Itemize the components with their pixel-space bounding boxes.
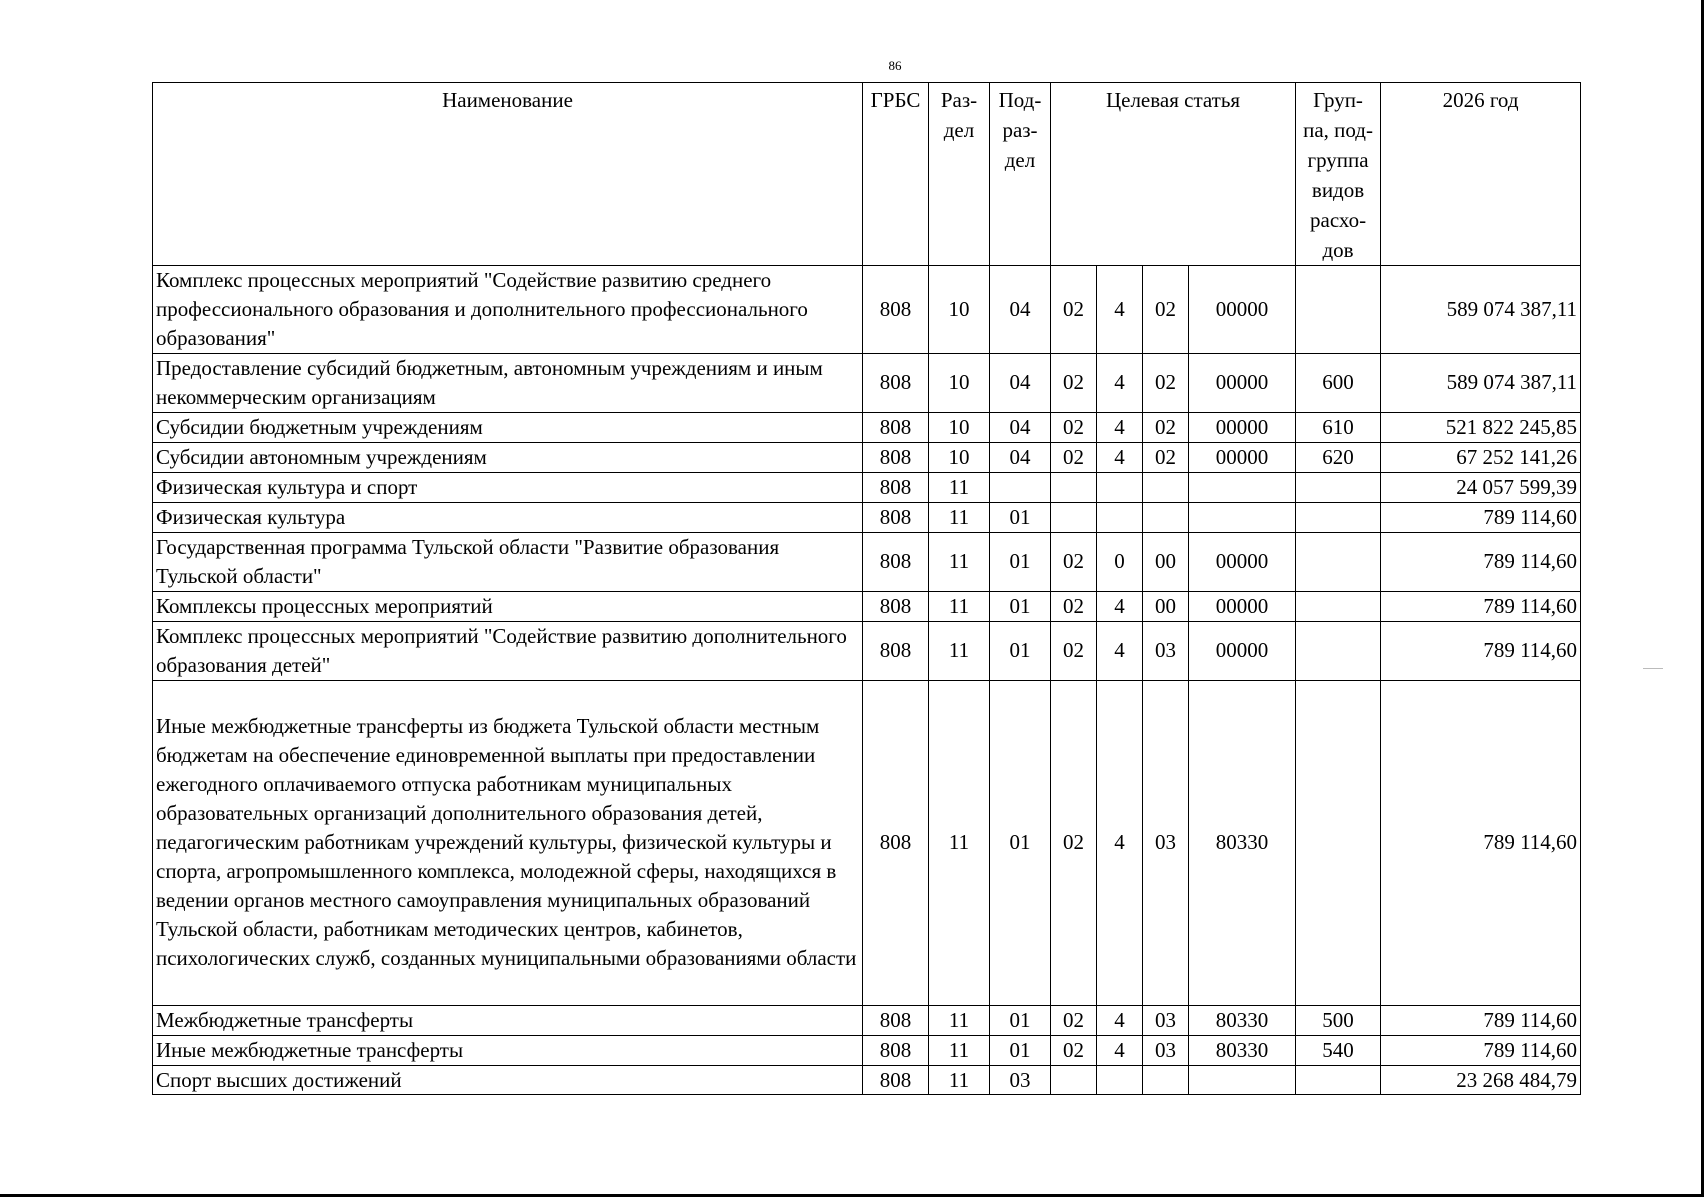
cell-target-program: 02 [1051, 532, 1097, 591]
table-row [153, 353, 1581, 412]
cell-podrazdel: 01 [990, 502, 1051, 532]
cell-target-subprogram: 03 [1143, 1035, 1189, 1065]
cell-name: Физическая культура [153, 502, 863, 532]
cell-expense-group: 610 [1296, 412, 1381, 442]
cell-grbs: 808 [863, 1005, 929, 1035]
cell-grbs: 808 [863, 1035, 929, 1065]
cell-target-program: 02 [1051, 591, 1097, 621]
header-name: Наименование [153, 83, 863, 266]
cell-expense-group [1296, 532, 1381, 591]
cell-target-subprogram: 02 [1143, 266, 1189, 354]
cell-target-type: 4 [1097, 591, 1143, 621]
cell-amount: 789 114,60 [1381, 680, 1581, 1005]
cell-razdel: 11 [929, 591, 990, 621]
cell-target-subprogram [1143, 502, 1189, 532]
cell-target-program: 02 [1051, 1035, 1097, 1065]
table-row [153, 591, 1581, 621]
cell-target-subprogram: 00 [1143, 532, 1189, 591]
cell-target-direction: 00000 [1189, 532, 1296, 591]
header-grbs: ГРБС [863, 83, 929, 266]
cell-expense-group [1296, 1065, 1381, 1095]
cell-podrazdel: 03 [990, 1065, 1051, 1095]
cell-amount: 789 114,60 [1381, 532, 1581, 591]
cell-razdel: 11 [929, 532, 990, 591]
cell-target-program [1051, 1065, 1097, 1095]
cell-amount: 67 252 141,26 [1381, 442, 1581, 472]
cell-target-program: 02 [1051, 266, 1097, 354]
table-row [153, 1005, 1581, 1035]
cell-name: Межбюджетные трансферты [153, 1005, 863, 1035]
cell-razdel: 11 [929, 680, 990, 1005]
table-row [153, 1065, 1581, 1095]
cell-podrazdel [990, 472, 1051, 502]
cell-name: Субсидии автономным учреждениям [153, 442, 863, 472]
cell-target-subprogram [1143, 472, 1189, 502]
cell-target-program [1051, 502, 1097, 532]
cell-grbs: 808 [863, 472, 929, 502]
cell-expense-group [1296, 472, 1381, 502]
cell-target-type [1097, 472, 1143, 502]
table-row [153, 1035, 1581, 1065]
cell-target-type: 4 [1097, 442, 1143, 472]
cell-target-direction: 00000 [1189, 412, 1296, 442]
header-row [153, 83, 1581, 266]
cell-expense-group [1296, 621, 1381, 680]
cell-target-subprogram: 02 [1143, 353, 1189, 412]
cell-expense-group [1296, 266, 1381, 354]
cell-name: Субсидии бюджетным учреждениям [153, 412, 863, 442]
cell-podrazdel: 01 [990, 1005, 1051, 1035]
cell-grbs: 808 [863, 621, 929, 680]
table-body [153, 266, 1581, 1095]
cell-expense-group [1296, 680, 1381, 1005]
cell-name: Спорт высших достижений [153, 1065, 863, 1095]
cell-target-program: 02 [1051, 621, 1097, 680]
cell-target-direction: 80330 [1189, 1035, 1296, 1065]
cell-grbs: 808 [863, 442, 929, 472]
cell-podrazdel: 01 [990, 532, 1051, 591]
cell-target-subprogram: 03 [1143, 1005, 1189, 1035]
cell-expense-group: 600 [1296, 353, 1381, 412]
cell-razdel: 11 [929, 621, 990, 680]
cell-amount: 789 114,60 [1381, 1035, 1581, 1065]
table-row [153, 532, 1581, 591]
cell-target-program: 02 [1051, 680, 1097, 1005]
cell-amount: 23 268 484,79 [1381, 1065, 1581, 1095]
cell-target-direction: 80330 [1189, 680, 1296, 1005]
cell-expense-group: 500 [1296, 1005, 1381, 1035]
cell-name: Государственная программа Тульской области "Развитие образования Тульской области" [153, 532, 863, 591]
scan-edge-mark [1643, 668, 1663, 669]
cell-razdel: 11 [929, 1035, 990, 1065]
cell-razdel: 11 [929, 502, 990, 532]
cell-grbs: 808 [863, 532, 929, 591]
cell-target-direction: 00000 [1189, 266, 1296, 354]
cell-amount: 789 114,60 [1381, 1005, 1581, 1035]
cell-target-type [1097, 1065, 1143, 1095]
cell-razdel: 10 [929, 266, 990, 354]
cell-razdel: 11 [929, 1005, 990, 1035]
cell-razdel: 11 [929, 1065, 990, 1095]
cell-grbs: 808 [863, 1065, 929, 1095]
cell-target-subprogram: 00 [1143, 591, 1189, 621]
cell-razdel: 10 [929, 442, 990, 472]
table-row [153, 502, 1581, 532]
cell-podrazdel: 01 [990, 621, 1051, 680]
cell-razdel: 11 [929, 472, 990, 502]
cell-target-program: 02 [1051, 412, 1097, 442]
cell-target-subprogram: 02 [1143, 412, 1189, 442]
cell-target-direction: 80330 [1189, 1005, 1296, 1035]
cell-target-subprogram: 03 [1143, 680, 1189, 1005]
header-expense-group: Груп- па, под- группа видов расхо- дов [1296, 83, 1381, 266]
cell-grbs: 808 [863, 502, 929, 532]
page-number: 86 [888, 58, 902, 73]
cell-name: Комплексы процессных мероприятий [153, 591, 863, 621]
cell-expense-group: 620 [1296, 442, 1381, 472]
cell-podrazdel: 01 [990, 1035, 1051, 1065]
cell-razdel: 10 [929, 353, 990, 412]
cell-target-program: 02 [1051, 353, 1097, 412]
cell-target-program: 02 [1051, 1005, 1097, 1035]
cell-name: Иные межбюджетные трансферты из бюджета Тульской области местным бюджетам на обеспечение единовременной выплаты при предоставлении ежегодного оплачиваемого отпуска работникам муниципальных образовательных организаций дополнительного образования детей, педагогическим работникам учреждений культуры, физической культуры и спорта, агропромышленного комплекса, молодежной сферы, находящихся в ведении органов местного самоуправления муниципальных образований Тульской области, работникам методических центров, кабинетов, психологических служб, созданных муниципальными образованиями области [153, 680, 863, 1005]
cell-expense-group: 540 [1296, 1035, 1381, 1065]
cell-target-subprogram: 02 [1143, 442, 1189, 472]
cell-target-direction: 00000 [1189, 442, 1296, 472]
cell-expense-group [1296, 502, 1381, 532]
budget-table [152, 82, 1581, 1095]
table-row [153, 412, 1581, 442]
cell-target-direction [1189, 472, 1296, 502]
cell-name: Комплекс процессных мероприятий "Содействие развитию среднего профессионального образования и дополнительного профессионального образования" [153, 266, 863, 354]
cell-target-type [1097, 502, 1143, 532]
cell-target-type: 4 [1097, 353, 1143, 412]
cell-expense-group [1296, 591, 1381, 621]
cell-podrazdel: 04 [990, 266, 1051, 354]
cell-grbs: 808 [863, 353, 929, 412]
cell-name: Предоставление субсидий бюджетным, автономным учреждениям и иным некоммерческим организациям [153, 353, 863, 412]
cell-grbs: 808 [863, 412, 929, 442]
cell-target-type: 0 [1097, 532, 1143, 591]
cell-amount: 789 114,60 [1381, 621, 1581, 680]
cell-podrazdel: 04 [990, 442, 1051, 472]
cell-name: Иные межбюджетные трансферты [153, 1035, 863, 1065]
cell-grbs: 808 [863, 591, 929, 621]
cell-target-direction [1189, 1065, 1296, 1095]
cell-amount: 521 822 245,85 [1381, 412, 1581, 442]
cell-podrazdel: 01 [990, 680, 1051, 1005]
header-target-article: Целевая статья [1051, 83, 1296, 266]
table-row [153, 680, 1581, 1005]
cell-target-type: 4 [1097, 412, 1143, 442]
cell-amount: 789 114,60 [1381, 502, 1581, 532]
cell-target-type: 4 [1097, 621, 1143, 680]
cell-target-direction: 00000 [1189, 591, 1296, 621]
cell-target-direction [1189, 502, 1296, 532]
cell-podrazdel: 04 [990, 353, 1051, 412]
cell-target-type: 4 [1097, 680, 1143, 1005]
cell-razdel: 10 [929, 412, 990, 442]
table-row [153, 472, 1581, 502]
header-razdel: Раз- дел [929, 83, 990, 266]
cell-target-type: 4 [1097, 1005, 1143, 1035]
cell-target-type: 4 [1097, 1035, 1143, 1065]
cell-target-direction: 00000 [1189, 353, 1296, 412]
cell-amount: 589 074 387,11 [1381, 353, 1581, 412]
cell-target-type: 4 [1097, 266, 1143, 354]
cell-target-direction: 00000 [1189, 621, 1296, 680]
cell-amount: 789 114,60 [1381, 591, 1581, 621]
table-row [153, 621, 1581, 680]
cell-name: Физическая культура и спорт [153, 472, 863, 502]
cell-target-program: 02 [1051, 442, 1097, 472]
cell-target-program [1051, 472, 1097, 502]
cell-podrazdel: 04 [990, 412, 1051, 442]
cell-target-subprogram [1143, 1065, 1189, 1095]
header-podrazdel: Под- раз- дел [990, 83, 1051, 266]
cell-podrazdel: 01 [990, 591, 1051, 621]
table-row [153, 442, 1581, 472]
cell-grbs: 808 [863, 680, 929, 1005]
cell-amount: 24 057 599,39 [1381, 472, 1581, 502]
table-row [153, 266, 1581, 354]
cell-target-subprogram: 03 [1143, 621, 1189, 680]
cell-name: Комплекс процессных мероприятий "Содействие развитию дополнительного образования детей" [153, 621, 863, 680]
cell-amount: 589 074 387,11 [1381, 266, 1581, 354]
header-year: 2026 год [1381, 83, 1581, 266]
cell-grbs: 808 [863, 266, 929, 354]
